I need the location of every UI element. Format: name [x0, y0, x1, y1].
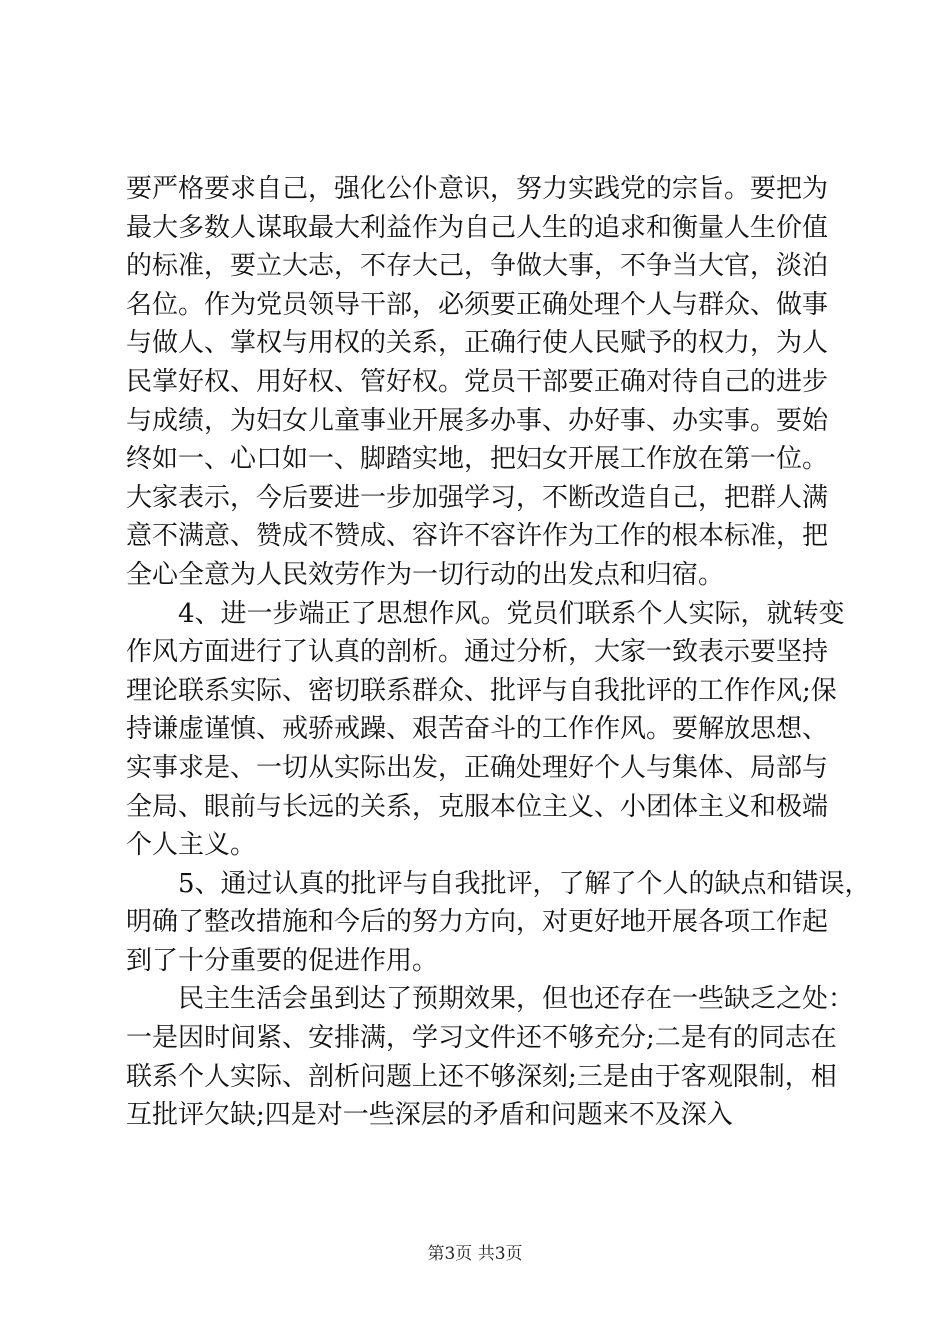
page-number-footer: 第3页 共3页	[427, 1244, 523, 1264]
text-line: 实事求是、一切从实际出发，正确处理好个人与集体、局部与	[126, 752, 829, 783]
body-text	[126, 170, 871, 1135]
text-line: 明确了整改措施和今后的努力方向，对更好地开展各项工作起	[126, 907, 829, 938]
text-line: 与成绩，为妇女儿童事业开展多办事、办好事、办实事。要始	[126, 405, 829, 436]
text-line: 作风方面进行了认真的剖析。通过分析，大家一致表示要坚持	[126, 637, 829, 668]
text-line: 互批评欠缺;四是对一些深层的矛盾和问题来不及深入	[126, 1100, 733, 1131]
text-line: 名位。作为党员领导干部，必须要正确处理个人与群众、做事	[126, 289, 829, 320]
text-line: 大家表示，今后要进一步加强学习，不断改造自己，把群人满	[126, 482, 829, 513]
text-line: 最大多数人谋取最大利益作为自己人生的追求和衡量人生价值	[126, 212, 829, 243]
text-line: 持谦虚谨慎、戒骄戒躁、艰苦奋斗的工作作风。要解放思想、	[126, 714, 829, 745]
text-line: 的标准，要立大志，不存大己，争做大事，不争当大官，淡泊	[126, 251, 829, 282]
text-line: 理论联系实际、密切联系群众、批评与自我批评的工作作风;保	[126, 675, 837, 706]
text-line: 个人主义。	[126, 830, 257, 861]
text-line: 全局、眼前与长远的关系，克服本位主义、小团体主义和极端	[126, 791, 829, 822]
text-line: 全心全意为人民效劳作为一切行动的出发点和归宿。	[126, 559, 725, 590]
text-line: 终如一、心口如一、脚踏实地，把妇女开展工作放在第一位。	[126, 444, 829, 475]
summary-paragraph-line: 民主生活会虽到达了预期效果，但也还存在一些缺乏之处：	[126, 984, 855, 1015]
paragraph-5-line: 5、通过认真的批评与自我批评，了解了个人的缺点和错误，	[126, 868, 871, 899]
text-line: 要严格要求自己，强化公仆意识，努力实践党的宗旨。要把为	[126, 174, 829, 204]
text-line: 到了十分重要的促进作用。	[126, 945, 439, 976]
paragraph-4-line: 4、进一步端正了思想作风。党员们联系个人实际，就转变	[126, 598, 845, 629]
text-line: 一是因时间紧、安排满，学习文件还不够充分;二是有的同志在	[126, 1023, 837, 1054]
text-line: 意不满意、赞成不赞成、容许不容许作为工作的根本标准，把	[126, 521, 829, 552]
text-line: 与做人、掌权与用权的关系，正确行使人民赋予的权力，为人	[126, 328, 829, 359]
text-line: 民掌好权、用好权、管好权。党员干部要正确对待自己的进步	[126, 366, 829, 397]
text-line: 联系个人实际、剖析问题上还不够深刻;三是由于客观限制，相	[126, 1061, 837, 1092]
